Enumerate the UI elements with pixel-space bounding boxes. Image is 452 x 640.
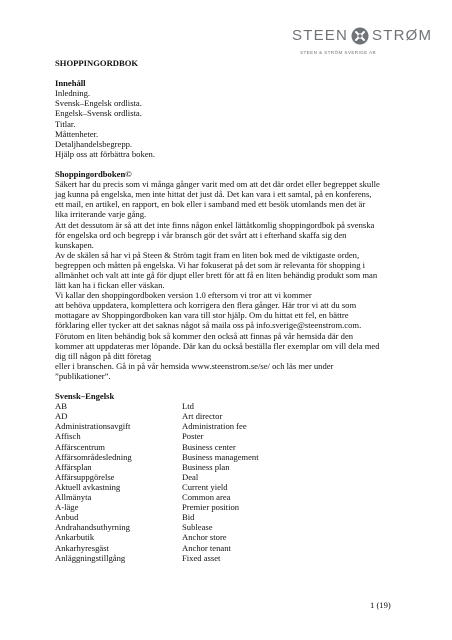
document-title: SHOPPINGORDBOK [55,58,139,68]
intro-line: kommer att uppdateras mer löpande. Där kan du också beställa fler exemplar om vill dela med [55,340,380,351]
intro-line: ”publikationer”. [55,370,111,381]
glossary-term-english: Anchor store [182,532,227,543]
toc-item: Engelsk–Svensk ordlista. [55,108,142,119]
glossary-term-english: Fixed asset [182,552,221,563]
intro-line: mottagare av Shoppingordboken kan vara till stor hjälp. Om du hittat ett fel, en bättre [55,310,349,321]
intro-line: Vi kallar den shoppingordboken version 1.0 eftersom vi tror att vi kommer [55,290,312,301]
glossary-term-swedish: Ankarbutik [55,532,95,543]
logo-x-emblem-icon [351,27,369,45]
glossary-row [55,472,400,482]
toc-item: Detaljhandelsbegrepp. [55,138,133,149]
glossary-row [55,411,400,421]
page-number: 1 (19) [370,600,391,610]
glossary-row [55,452,400,462]
toc-list [55,88,400,159]
glossary-term-english: Bid [182,512,195,523]
glossary-row [55,462,400,472]
intro-line: eller i branschen. Gå in på vår hemsida www.steenstrom.se/se/ och läs mer under [55,360,334,371]
intro-line: Förutom en liten behändig bok så kommer den också att finnas på vår hemsida där den [55,330,354,341]
glossary-term-english: Current yield [182,481,228,492]
intro-line: Att det dessutom är så att det inte finns någon enkel lättåtkomlig shoppingordbok på svenska [55,219,375,230]
intro-line: Säkert har du precis som vi många gånger varit med om att det där ordet eller begreppet skulle [55,179,380,190]
glossary-row [55,532,400,542]
toc-item: Titlar. [55,118,76,129]
intro-text [55,179,400,381]
intro-line: ett mail, en artikel, en rapport, en bok eller i samband med ett besök utomlands men det är [55,199,366,210]
glossary-term-swedish: Anläggningstillgång [55,552,126,563]
glossary-term-swedish: Anbud [55,512,79,523]
glossary-term-swedish: Affisch [55,431,81,442]
glossary-row [55,431,400,441]
glossary-term-english: Administration fee [182,421,247,432]
glossary-term-english: Anchor tenant [182,542,231,553]
glossary-row [55,543,400,553]
glossary-term-swedish: A-läge [55,502,79,513]
intro-line: förklaring eller tycker att det saknas något så maila oss på info.sverige@steenstrom.com. [55,320,362,331]
intro-line: att behöva uppdatera, komplettera och korrigera den flera gånger. Här tror vi att du som [55,300,357,311]
intro-line: dig till någon på ditt företag [55,350,152,361]
glossary-term-swedish: Ankarhyresgäst [55,542,109,553]
intro-section [55,169,400,381]
glossary-row [55,522,400,532]
glossary-term-swedish: Affärscentrum [55,441,105,452]
toc-item: Hjälp oss att förbättra boken. [55,148,155,159]
document-body [55,58,400,563]
glossary-term-swedish: Andrahandsuthyrning [55,522,130,533]
glossary-row [55,421,400,431]
intro-line: Av de skälen så har vi på Steen & Ström tagit fram en liten bok med de viktigaste orden, [55,249,360,260]
glossary-row [55,401,400,411]
toc-heading: Innehåll [55,78,86,89]
glossary-term-swedish: Affärsområdesledning [55,451,132,462]
glossary-term-english: Sublease [182,522,213,533]
toc-item: Måttenheter. [55,128,99,139]
glossary-term-english: Common area [182,492,231,503]
glossary-term-swedish: Administrationsavgift [55,421,131,432]
glossary-term-english: Business management [182,451,259,462]
logo-word-right: STRØM [372,27,433,44]
logo-word-left: STEEN [292,27,349,44]
glossary-term-english: Poster [182,431,204,442]
logo-tagline: STEEN & STRÖM SVERIGE AB [300,50,376,55]
glossary-term-swedish: Affärsuppgörelse [55,471,115,482]
glossary-row [55,442,400,452]
glossary-section [55,391,400,563]
toc-item: Svensk–Engelsk ordlista. [55,98,142,109]
glossary-term-swedish: Aktuell avkastning [55,481,121,492]
table-of-contents [55,78,400,159]
logo-wordmark [292,26,442,46]
glossary-row [55,482,400,492]
intro-heading: Shoppingordboken© [55,169,132,180]
glossary-row [55,553,400,563]
glossary-term-english: Business center [182,441,236,452]
intro-line: allmänhet och valt att inte gå för djupt eller brett för att få en liten behändig produkt som man [55,269,378,280]
glossary-heading: Svensk–Engelsk [55,391,115,402]
glossary-term-english: Deal [182,471,199,482]
intro-line: lätt kan ha i fickan eller väskan. [55,280,165,291]
glossary-term-english: Ltd [182,401,194,412]
intro-line: kunskapen. [55,239,94,250]
glossary-term-english: Art director [182,411,223,422]
intro-line: begreppen och måtten på engelska. Vi har fokuserat på det som är relevanta för shopping i [55,259,366,270]
intro-line: lika irriterande varje gång. [55,209,147,220]
glossary-term-english: Premier position [182,502,240,513]
intro-line: jag kunna på engelska, men inte hittat det just då. Det kan vara i ett samtal, på en konferens, [55,189,372,200]
glossary-list [55,401,400,563]
glossary-term-swedish: Allmänyta [55,492,92,503]
toc-item: Inledning. [55,88,91,99]
glossary-term-swedish: AB [55,401,67,412]
glossary-term-english: Business plan [182,461,230,472]
glossary-row [55,512,400,522]
glossary-row [55,502,400,512]
glossary-row [55,492,400,502]
intro-line: för engelska ord och begrepp i vår bransch gör det svårt att i efterhand skaffa sig den [55,229,347,240]
glossary-term-swedish: Affärsplan [55,461,92,472]
glossary-term-swedish: AD [55,411,68,422]
